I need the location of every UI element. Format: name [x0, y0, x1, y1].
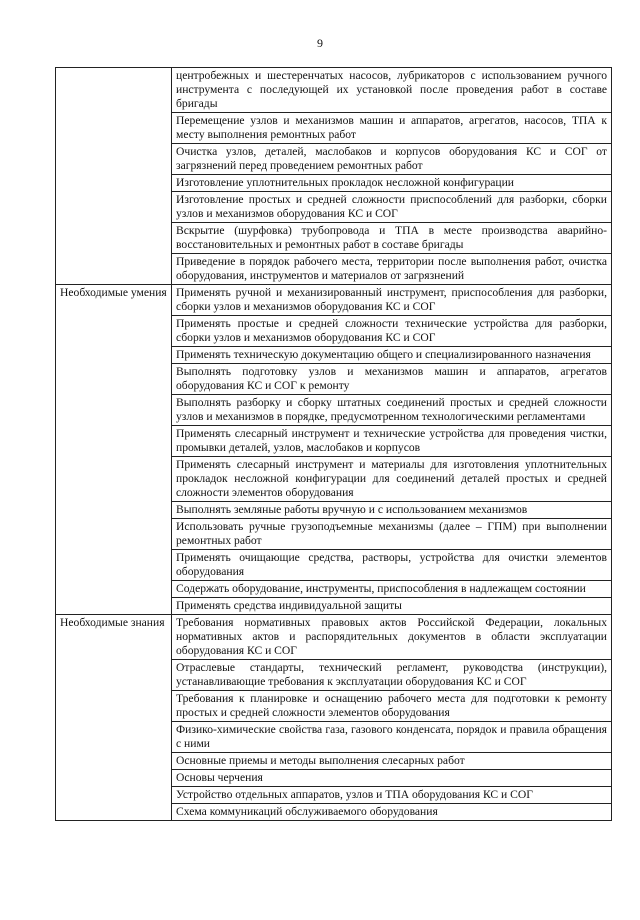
section-label-cell [56, 285, 172, 615]
requirement-item: Выполнять земляные работы вручную и с использованием механизмов [172, 502, 612, 519]
requirement-item: Изготовление уплотнительных прокладок несложной конфигурации [172, 175, 612, 192]
requirement-item: Изготовление простых и средней сложности приспособлений для разборки, сборки узлов и механизмов оборудования КС и СОГ [172, 192, 612, 223]
requirement-item: Основы черчения [172, 770, 612, 787]
requirement-item: Очистка узлов, деталей, маслобаков и корпусов оборудования КС и СОГ от загрязнений перед проведением ремонтных работ [172, 144, 612, 175]
requirement-item: Отраслевые стандарты, технический регламент, руководства (инструкции), устанавливающие требования к эксплуатации оборудования КС и СОГ [172, 660, 612, 691]
requirement-item: Применять средства индивидуальной защиты [172, 598, 612, 615]
requirement-item: Приведение в порядок рабочего места, территории после выполнения работ, очистка оборудования, инструментов и материалов от загрязнений [172, 254, 612, 285]
page-number: 9 [317, 36, 323, 50]
requirement-item: Схема коммуникаций обслуживаемого оборудования [172, 804, 612, 821]
section-label: Необходимые умения [60, 286, 167, 299]
requirement-item: Применять очищающие средства, растворы, устройства для очистки элементов оборудования [172, 550, 612, 581]
table-row [56, 615, 612, 660]
table-row [56, 285, 612, 316]
table-row [56, 68, 612, 113]
requirement-item: Требования к планировке и оснащению рабочего места для подготовки к ремонту простых и средней сложности элементов оборудования [172, 691, 612, 722]
section-label-cell [56, 615, 172, 821]
requirement-item: Применять слесарный инструмент и технические устройства для проведения чистки, промывки деталей, узлов, маслобаков и корпусов [172, 426, 612, 457]
requirement-item: Выполнять подготовку узлов и механизмов машин и аппаратов, агрегатов оборудования КС и СОГ к ремонту [172, 364, 612, 395]
requirement-item: Использовать ручные грузоподъемные механизмы (далее – ГПМ) при выполнении ремонтных работ [172, 519, 612, 550]
requirement-item: Применять ручной и механизированный инструмент, приспособления для разборки, сборки узлов и механизмов оборудования КС и СОГ [172, 285, 612, 316]
requirement-item: Требования нормативных правовых актов Российской Федерации, локальных нормативных актов и распорядительных документов в области эксплуатации оборудования КС и СОГ [172, 615, 612, 660]
requirement-item: Вскрытие (шурфовка) трубопровода и ТПА в месте производства аварийно-восстановительных и ремонтных работ в составе бригады [172, 223, 612, 254]
requirement-item: Перемещение узлов и механизмов машин и аппаратов, агрегатов, насосов, ТПА к месту выполнения ремонтных работ [172, 113, 612, 144]
requirement-item: Содержать оборудование, инструменты, приспособления в надлежащем состоянии [172, 581, 612, 598]
requirement-item: центробежных и шестеренчатых насосов, лубрикаторов с использованием ручного инструмента с последующей их установкой после проведения работ в составе бригады [172, 68, 612, 113]
requirements-table [55, 67, 612, 821]
requirements-table-body [56, 68, 612, 821]
requirement-item: Устройство отдельных аппаратов, узлов и ТПА оборудования КС и СОГ [172, 787, 612, 804]
section-label-cell [56, 68, 172, 285]
requirement-item: Выполнять разборку и сборку штатных соединений простых и средней сложности узлов и механизмов в порядке, предусмотренном технологическими регламентами [172, 395, 612, 426]
requirement-item: Основные приемы и методы выполнения слесарных работ [172, 753, 612, 770]
requirement-item: Применять техническую документацию общего и специализированного назначения [172, 347, 612, 364]
requirement-item: Применять слесарный инструмент и материалы для изготовления уплотнительных прокладок несложной конфигурации для соединений деталей простых и средней сложности элементов оборудования [172, 457, 612, 502]
requirement-item: Применять простые и средней сложности технические устройства для разборки, сборки узлов и механизмов оборудования КС и СОГ [172, 316, 612, 347]
requirement-item: Физико-химические свойства газа, газового конденсата, порядок и правила обращения с ними [172, 722, 612, 753]
section-label: Необходимые знания [60, 616, 165, 629]
